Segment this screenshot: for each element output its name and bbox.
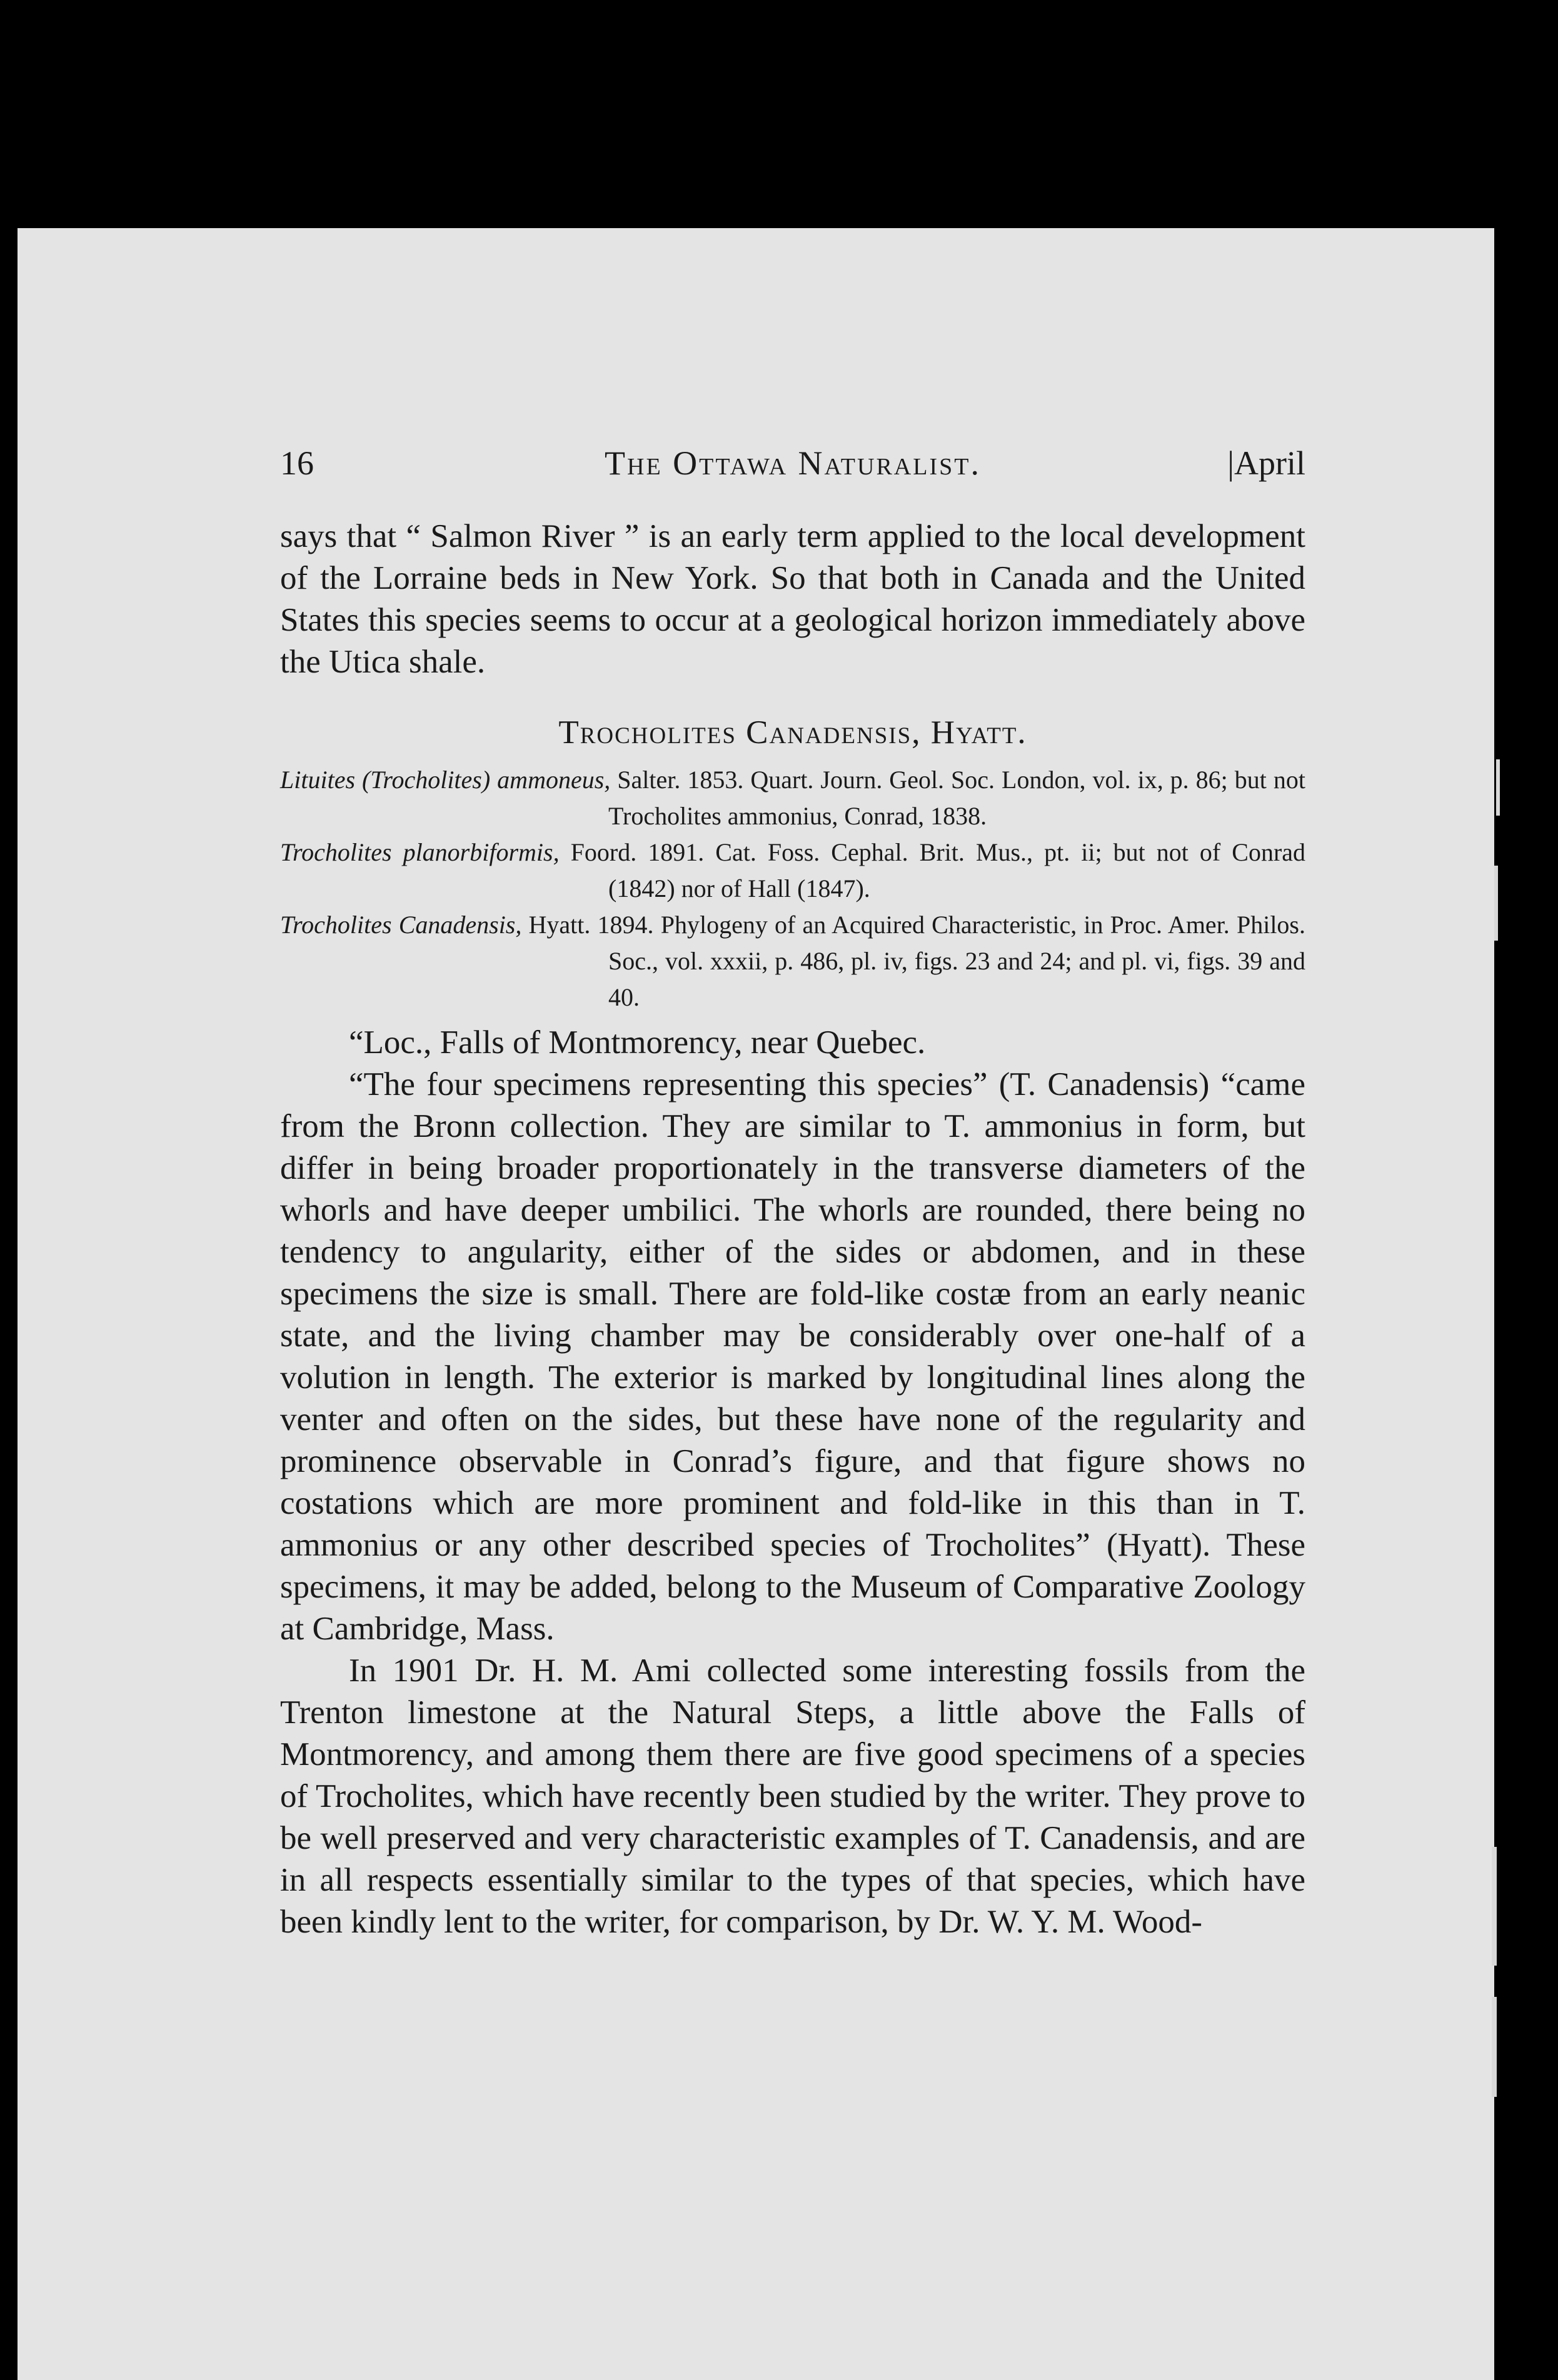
article-body [280,516,1305,1943]
synonym-citation: Salter. 1853. Quart. Journ. Geol. Soc. London, vol. ix, p. 86; but not Trocholites ammonius, Conrad, 1838. [608,766,1306,830]
running-head [280,444,1305,494]
issue-month: |April [1227,444,1305,482]
page-number: 16 [280,444,314,482]
synonym-taxon: Trocholites planorbiformis, [280,838,560,866]
synonymy-entry [280,834,1305,907]
page-sheet [18,228,1494,2380]
paragraph-salmon-river: says that “ Salmon River ” is an early term applied to the local development of the Lorraine beds in New York. So that both in Canada and the United States this species seems to occur at a geological horizon immediately above the Utica shale. [280,518,1305,680]
margin-artifact [1496,759,1500,816]
journal-title: The Ottawa Naturalist. [605,444,981,482]
margin-artifact [1492,1997,1497,2097]
synonym-taxon: Trocholites Canadensis, [280,911,522,939]
synonym-citation: Hyatt. 1894. Phylogeny of an Acquired Characteristic, in Proc. Amer. Philos. Soc., vol. xxxii, p. 486, pl. iv, figs. 23 and 24; and pl. vi, figs. 39 and 40. [528,911,1305,1011]
quote-locality: “Loc., Falls of Montmorency, near Quebec. [349,1024,926,1061]
synonymy-list [280,762,1305,1016]
species-heading: Trocholites Canadensis, Hyatt. [558,714,1027,751]
margin-artifact [1492,1847,1497,1966]
synonym-taxon: Lituites (Trocholites) ammoneus, [280,766,611,794]
quote-description: “The four specimens representing this species” (T. Canadensis) “came from the Bronn collection. They are similar to T. ammonius in form, but differ in being broader proportionately in the transverse diameters of the whorls and have deeper umbilici. The whorls are rounded, there being no tendency to angularity, either of the sides or abdomen, and in these specimens the size is small. There are fold-like costæ from an early neanic state, and the living chamber may be considerably over one-half of a volution in length. The exterior is marked by longitudinal lines along the venter and often on the sides, but these have none of the regularity and prominence observable in Conrad’s figure, and that figure shows no costations which are more prominent and fold-like in this than in T. ammonius or any other described species of Trocholites” (Hyatt). These specimens, it may be added, belong to the Museum of Comparative Zoology at Cambridge, Mass. [280,1066,1305,1647]
margin-artifact [1494,866,1498,941]
synonymy-entry [280,762,1305,834]
synonymy-entry [280,907,1305,1016]
paragraph-ami-collection: In 1901 Dr. H. M. Ami collected some interesting fossils from the Trenton limestone at the Natural Steps, a little above the Falls of Montmorency, and among them there are five good specimens of a species of Trocholites, which have recently been studied by the writer. They prove to be well preserved and very characteristic examples of T. Canadensis, and are in all respects essentially similar to the types of that species, which have been kindly lent to the writer, for comparison, by Dr. W. Y. M. Wood- [280,1652,1305,1940]
synonym-citation: Foord. 1891. Cat. Foss. Cephal. Brit. Mus., pt. ii; but not of Conrad (1842) nor of Hall (1847). [570,838,1306,902]
